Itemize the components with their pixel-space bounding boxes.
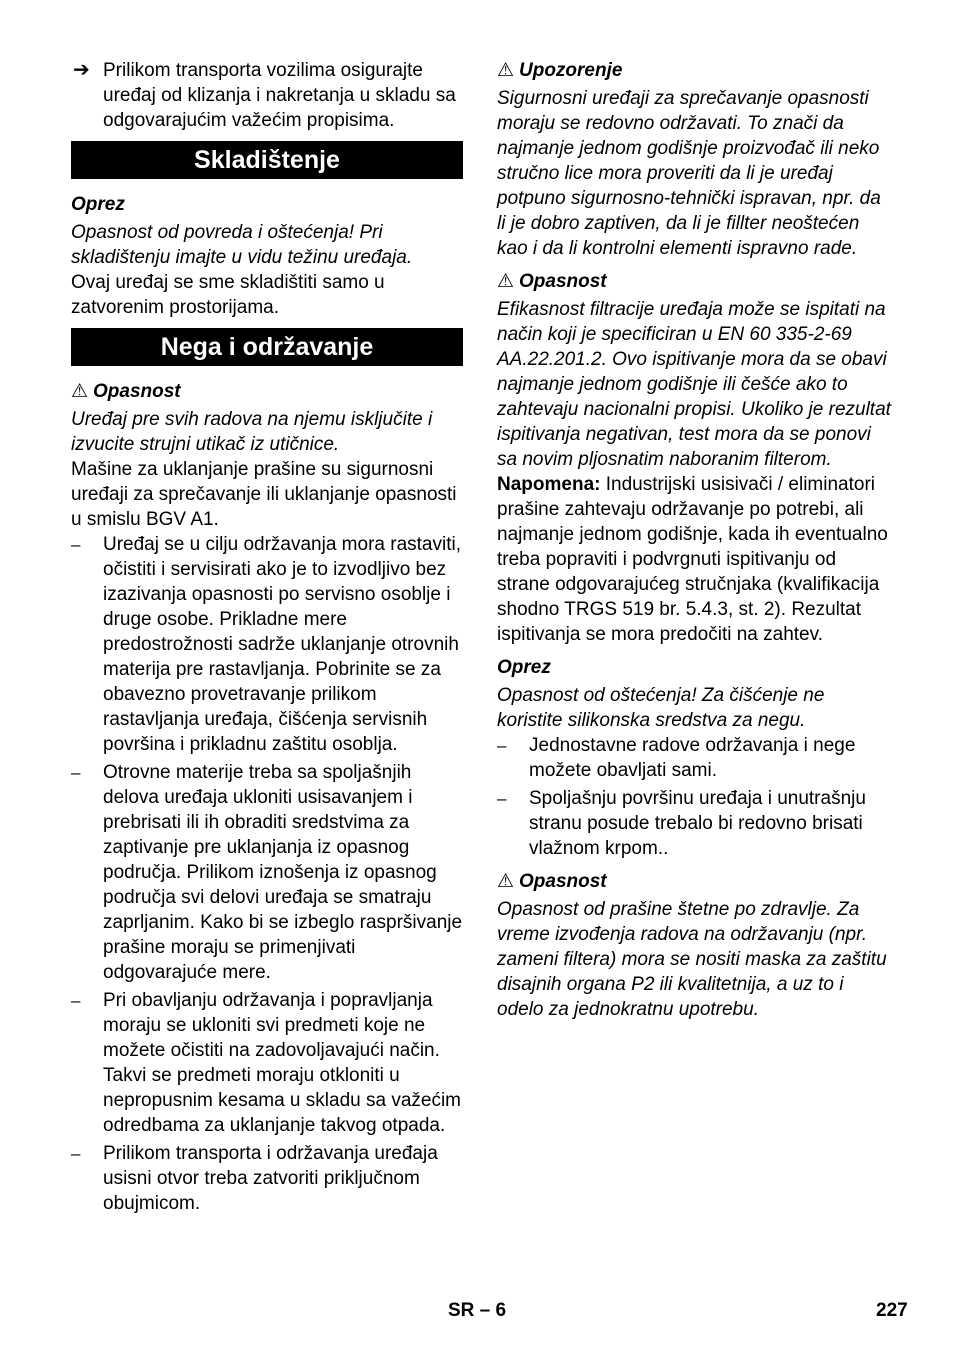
intro-list [71,58,463,133]
list-item-text: Prilikom transporta vozilima osigurajte uređaj od klizanja i nakretanja u skladu sa odgovarajućim važećim propisima. [103,60,456,131]
list-item-text: Spoljašnju površinu uređaja i unutrašnju stranu posude trebalo bi redovno brisati vlažnom krpom.. [529,788,866,859]
section-heading-care: Nega i održavanje [71,328,463,366]
danger-text: Efikasnost filtracije uređaja može se ispitati na način koji je specificiran u EN 60 335-2-69 AA.22.201.2. Ovo ispitivanje mora da se obavi najmanje jednom godišnje ili češće ako to zahtevaju nacionalni propisi. Ukoliko je rezultat ispitivanja negativan, test mora da se ponovi sa novim pljosnatim naboranim filterom. [497,299,891,470]
list-item [497,733,892,783]
warning-triangle-icon: ⚠ [497,871,515,892]
caution-label: Oprez [71,194,125,215]
danger-label-text: Opasnost [93,381,181,402]
list-item [71,988,463,1138]
list-item [71,760,463,985]
arrow-right-icon: ➔ [73,59,90,81]
danger-label-text: Opasnost [519,271,607,292]
warning-triangle-icon: ⚠ [497,271,515,292]
dash-bullet: – [71,763,81,782]
storage-text: Ovaj uređaj se sme skladištiti samo u zatvorenim prostorijama. [71,272,385,318]
warning-triangle-icon: ⚠ [71,381,89,402]
maintenance-list [71,532,463,1216]
page-number: 227 [876,1300,908,1321]
list-item [71,532,463,757]
list-item [71,1141,463,1216]
dash-bullet: – [497,736,507,755]
warning-text: Sigurnosni uređaji za sprečavanje opasnosti moraju se redovno održavati. To znači da najmanje jednom godišnje proizvođač ili neko stručno lice mora proveriti da li je uređaj potpuno sigurnosno-tehnički ispravan, npr. da li je dobro zaptiven, da li je fillter neoštećen kao i da li kontrolni elementi ispravno rade. [497,88,881,259]
list-item-text: Uređaj se u cilju održavanja mora rastaviti, očistiti i servisirati ako je to izvodljivo bez izazivanja opasnosti po servisno osoblje i druge osobe. Prikladne mere predostrožnosti sadrže uklanjanje otrovnih materija pre rastavljanja. Pobrinite se za obavezno provetravanje prilikom rastavljanja uređaja, čišćenja servisnih površina i prikladnu zaštitu osoblja. [103,534,461,755]
danger-label [497,269,892,294]
dash-bullet: – [71,991,81,1010]
caution-text: Opasnost od oštećenja! Za čišćenje ne koristite silikonska sredstva za negu. [497,685,825,731]
danger-text: Opasnost od prašine štetne po zdravlje. Za vreme izvođenja radova na održavanju (npr. zameni filtera) mora se nositi maska za zaštitu disajnih organa P2 ili kvalitetnija, a uz to i odelo za jednokratnu upotrebu. [497,899,887,1020]
warning-label [497,58,892,83]
care-list [497,733,892,861]
dash-bullet: – [71,535,81,554]
list-item-text: Otrovne materije treba sa spoljašnjih delova uređaja ukloniti usisavanjem i prebrisati ili ih obraditi sredstvima za zaptivanje pre uklanjanja iz opasnog područja. Prilikom iznošenja iz opasnog područja svi delovi uređaja se smatraju zaprljanim. Kako bi se izbeglo raspršivanje prašine moraju se primenjivati odgovarajuće mere. [103,762,463,983]
list-item-text: Pri obavljanju održavanja i popravljanja moraju se ukloniti svi predmeti koje ne možete očistiti na zadovoljavajući način. Takvi se predmeti moraju otkloniti u nepropusnim kesama u skladu sa važećim odredbama za uklanjanje takvog otpada. [103,990,462,1136]
section-heading-storage: Skladištenje [71,141,463,179]
care-text: Mašine za uklanjanje prašine su sigurnosni uređaji za sprečavanje ili uklanjanje opasnosti u smislu BGV A1. [71,459,457,530]
dash-bullet: – [497,789,507,808]
left-column [71,58,463,1219]
note-text: Industrijski usisivači / eliminatori prašine zahtevaju održavanje po potrebi, ali najmanje jednom godišnje, kada ih eventualno treba popraviti i podvrgnuti ispitivanju od strane odgovarajućeg stručnjaka (kvalifikacija shodno TRGS 519 br. 5.4.3, st. 2). Rezultat ispitivanja se mora predočiti na zahtev. [497,474,888,645]
note-label: Napomena: [497,474,601,495]
list-item [71,58,463,133]
danger-label [497,869,892,894]
warning-triangle-icon: ⚠ [497,60,515,81]
warning-label-text: Upozorenje [519,60,623,81]
danger-text: Uređaj pre svih radova na njemu isključite i izvucite strujni utikač iz utičnice. [71,409,433,455]
caution-text: Opasnost od povreda i oštećenja! Pri skladištenju imajte u vidu težinu uređaja. [71,222,413,268]
note-paragraph [497,472,892,647]
danger-label-text: Opasnost [519,871,607,892]
list-item-text: Prilikom transporta i održavanja uređaja usisni otvor treba zatvoriti priključnom obujmicom. [103,1143,438,1214]
caution-label: Oprez [497,657,551,678]
dash-bullet: – [71,1144,81,1163]
footer-section-label: SR – 6 [448,1300,507,1321]
list-item-text: Jednostavne radove održavanja i nege možete obavljati sami. [529,735,856,781]
danger-label [71,379,463,404]
list-item [497,786,892,861]
right-column [497,58,892,1022]
